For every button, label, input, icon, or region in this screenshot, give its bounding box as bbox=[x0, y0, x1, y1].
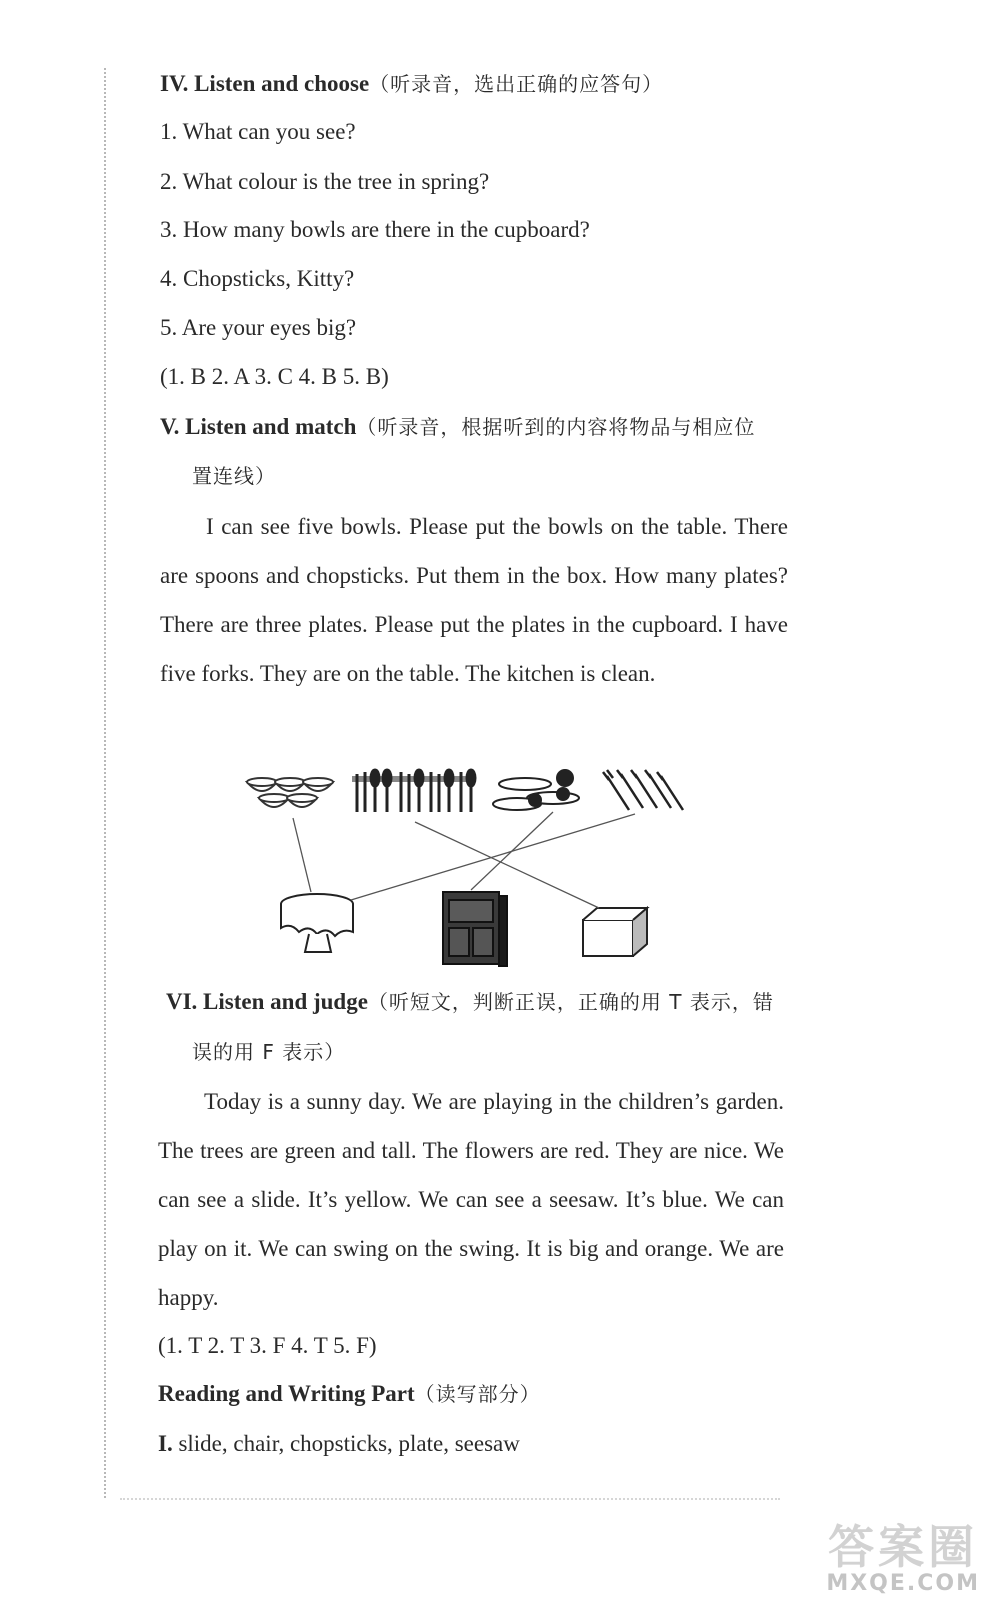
reading-writing-title: Reading and Writing Part bbox=[158, 1381, 415, 1406]
footer-dots bbox=[120, 1498, 780, 1500]
reading-writing-note: （读写部分） bbox=[414, 1382, 541, 1406]
table-icon bbox=[281, 894, 353, 952]
plates-icon bbox=[493, 770, 579, 810]
question-4: 4. Chopsticks, Kitty? bbox=[160, 266, 355, 291]
line-forks-table bbox=[351, 814, 635, 900]
section-vi-note: （听短文，判断正误，正确的用 T 表示，错 bbox=[367, 990, 774, 1014]
section-v-note-cont: 置连线） bbox=[192, 464, 276, 488]
line-bowls-table bbox=[293, 818, 311, 892]
section-vi-heading bbox=[166, 986, 774, 1018]
forks-icon bbox=[603, 770, 683, 810]
question-2: 2. What colour is the tree in spring? bbox=[160, 169, 490, 194]
item-number: I. bbox=[158, 1431, 173, 1456]
section-v-note: （听录音，根据听到的内容将物品与相应位 bbox=[356, 415, 756, 439]
watermark-logo-text: 答案圈 bbox=[828, 1520, 979, 1574]
section-iv-heading bbox=[160, 68, 663, 100]
section-v-heading bbox=[160, 411, 755, 443]
reading-writing-heading bbox=[158, 1378, 541, 1410]
watermark bbox=[826, 1511, 980, 1596]
question-1: 1. What can you see? bbox=[160, 119, 356, 144]
box-icon bbox=[583, 908, 647, 956]
spoons-chopsticks-icon bbox=[352, 770, 476, 812]
binding-margin bbox=[104, 68, 106, 1498]
matching-figure bbox=[235, 762, 705, 982]
watermark-url: MXQE.COM bbox=[826, 1571, 980, 1596]
word-list: slide, chair, chopsticks, plate, seesaw bbox=[172, 1431, 520, 1456]
section-iv-note: （听录音，选出正确的应答句） bbox=[369, 72, 664, 96]
reading-writing-item-1 bbox=[158, 1428, 520, 1460]
bowls-icon bbox=[247, 778, 333, 807]
cupboard-icon bbox=[443, 892, 507, 966]
section-vi-passage: Today is a sunny day. We are playing in the children’s garden. The trees are green and tall. The flowers are red. They are nice. We can see a slide. It’s yellow. We can see a seesaw. It’s blue. We can play on it. We can swing on the swing. It is big and orange. We are happy. bbox=[158, 1089, 784, 1310]
section-iv-title: IV. Listen and choose bbox=[160, 71, 370, 96]
section-iv-answers: (1. B 2. A 3. C 4. B 5. B) bbox=[160, 364, 389, 389]
section-v-passage: I can see five bowls. Please put the bowls on the table. There are spoons and chopsticks. Put them in the box. How many plates? There are three plates. Please put the plates in the cupboard. I have five forks. They are on the table. The kitchen is clean. bbox=[160, 514, 788, 686]
question-5: 5. Are your eyes big? bbox=[160, 315, 357, 340]
section-vi-answers: (1. T 2. T 3. F 4. T 5. F) bbox=[158, 1333, 377, 1358]
section-v-title: V. Listen and match bbox=[160, 414, 357, 439]
section-vi-note-cont: 误的用 F 表示） bbox=[192, 1040, 346, 1064]
section-vi-title: VI. Listen and judge bbox=[166, 989, 368, 1014]
question-3: 3. How many bowls are there in the cupboard? bbox=[160, 217, 590, 242]
